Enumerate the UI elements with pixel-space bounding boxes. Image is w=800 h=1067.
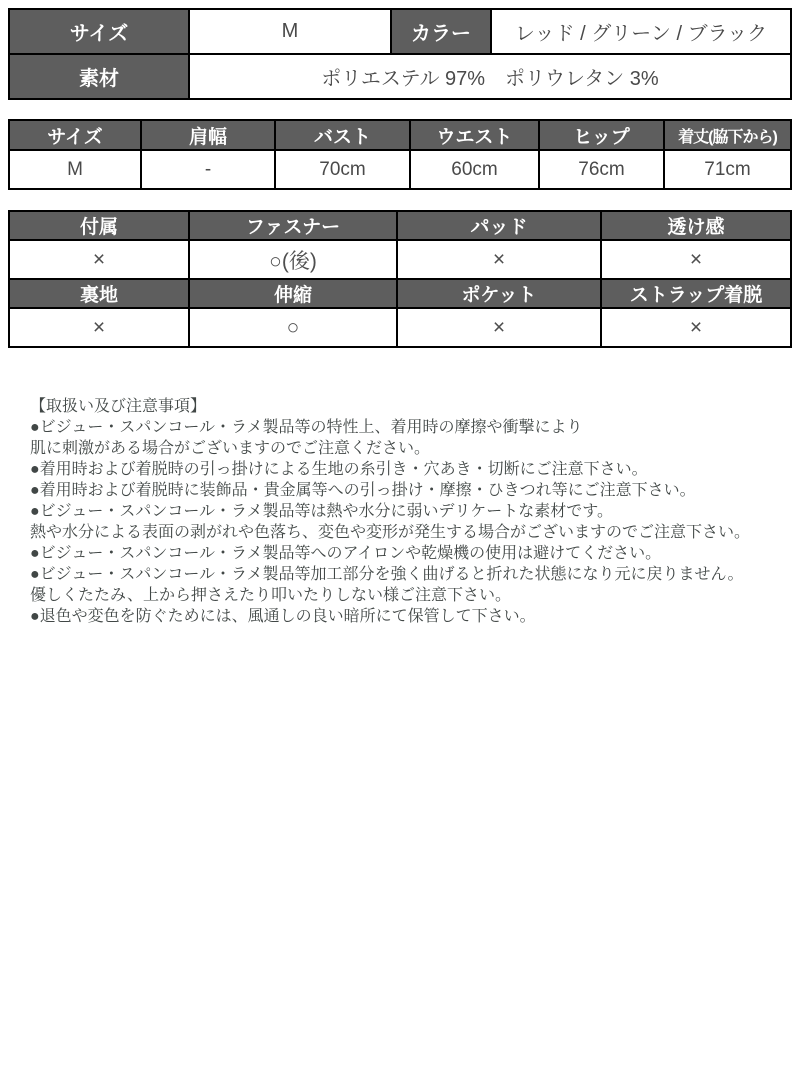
feature-header-cell: 伸縮 [189,279,397,308]
color-label-cell: カラー [391,9,491,54]
feature-value-cell: × [601,308,791,347]
care-note-line: ●着用時および着脱時の引っ掛けによる生地の糸引き・穴あき・切断にご注意下さい。 [30,461,648,478]
size-value-cell: M [189,9,391,54]
size-chart-value-cell: 76cm [539,150,664,189]
size-chart-header-cell: 着丈(脇下から) [664,120,791,150]
size-chart-table [8,119,792,190]
care-note-line: ●ビジュー・スパンコール・ラメ製品等の特性上、着用時の摩擦や衝撃により [30,419,583,436]
feature-value-cell: × [601,240,791,279]
size-chart-header-cell: ウエスト [410,120,539,150]
feature-header-row-1 [9,211,791,240]
feature-table [8,210,792,348]
feature-header-cell: ポケット [397,279,601,308]
care-note-line: 優しくたたみ、上から押さえたり叩いたりしない様ご注意下さい。 [30,587,511,604]
size-chart-header-cell: 肩幅 [141,120,275,150]
color-value-cell: レッド / グリーン / ブラック [491,9,791,54]
size-chart-header-row [9,120,791,150]
care-note-line: ●ビジュー・スパンコール・ラメ製品等は熱や水分に弱いデリケートな素材です。 [30,503,613,520]
size-chart-value-row [9,150,791,189]
feature-value-cell: × [397,308,601,347]
feature-header-cell: パッド [397,211,601,240]
size-chart-header-cell: サイズ [9,120,141,150]
feature-value-cell: ○(後) [189,240,397,279]
spec-table [8,8,792,100]
material-label-cell: 素材 [9,54,189,99]
care-note-line: 肌に刺激がある場合がございますのでご注意ください。 [30,440,431,457]
size-label-cell: サイズ [9,9,189,54]
feature-header-cell: 裏地 [9,279,189,308]
care-note-line: 熱や水分による表面の剥がれや色落ち、変色や変形が発生する場合がございますのでご注意下さい。 [30,524,751,541]
size-chart-header-cell: バスト [275,120,410,150]
care-note-line: ●退色や変色を防ぐためには、風通しの良い暗所にて保管して下さい。 [30,608,536,625]
feature-value-cell: ○ [189,308,397,347]
size-chart-value-cell: 60cm [410,150,539,189]
size-chart-value-cell: - [141,150,275,189]
feature-header-cell: ファスナー [189,211,397,240]
size-chart-value-cell: 71cm [664,150,791,189]
care-notes [30,396,780,627]
feature-header-cell: ストラップ着脱 [601,279,791,308]
size-chart-header-cell: ヒップ [539,120,664,150]
spec-row-material [9,54,791,99]
size-chart-value-cell: 70cm [275,150,410,189]
feature-header-row-2 [9,279,791,308]
size-chart-value-cell: M [9,150,141,189]
care-notes-title: 【取扱い及び注意事項】 [30,398,207,415]
feature-header-cell: 透け感 [601,211,791,240]
care-note-line: ●ビジュー・スパンコール・ラメ製品等へのアイロンや乾燥機の使用は避けてください。 [30,545,662,562]
care-note-line: ●着用時および着脱時に装飾品・貴金属等への引っ掛け・摩擦・ひきつれ等にご注意下さい。 [30,482,696,499]
spec-row-size-color [9,9,791,54]
material-value-cell: ポリエステル 97% ポリウレタン 3% [189,54,791,99]
feature-value-row-1 [9,240,791,279]
feature-value-cell: × [9,308,189,347]
feature-value-cell: × [397,240,601,279]
feature-value-row-2 [9,308,791,347]
care-note-line: ●ビジュー・スパンコール・ラメ製品等加工部分を強く曲げると折れた状態になり元に戻りません。 [30,566,744,583]
feature-value-cell: × [9,240,189,279]
feature-header-cell: 付属 [9,211,189,240]
